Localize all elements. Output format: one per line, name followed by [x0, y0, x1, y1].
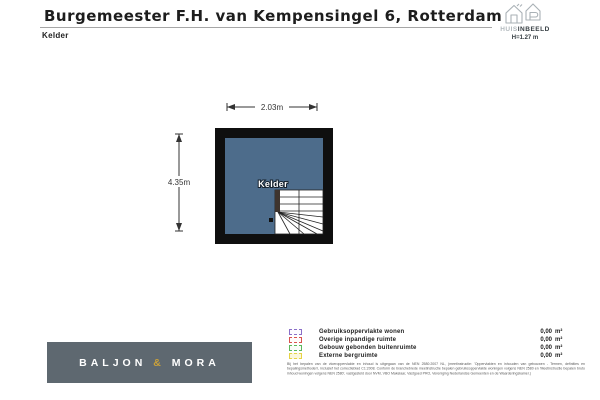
room-kelder-label: Kelder [258, 179, 288, 189]
stair-wall-stub [275, 190, 280, 212]
legend-swatch-buitenruimte [289, 345, 302, 351]
agency-word2: MORA [171, 356, 220, 369]
legend-value: 0,00 [540, 329, 552, 335]
surface-legend [289, 328, 569, 360]
legend-label: Overige inpandige ruimte [319, 337, 397, 343]
legend-row-buitenruimte [289, 344, 569, 352]
agency-logo [47, 342, 252, 383]
legend-swatch-overig [289, 337, 302, 343]
legend-unit: m² [555, 329, 563, 335]
legend-row-wonen [289, 328, 569, 336]
ceiling-height-label: H=1.27 m [511, 35, 539, 41]
legend-label: Externe bergruimte [319, 353, 378, 359]
dim-width-label: 2.03m [260, 103, 284, 112]
legend-unit: m² [555, 353, 563, 359]
legend-unit: m² [555, 337, 563, 343]
legend-value: 0,00 [540, 353, 552, 359]
legend-swatch-bergruimte [289, 353, 302, 359]
legend-row-overig [289, 336, 569, 344]
legend-unit: m² [555, 345, 563, 351]
brand-name-bold: INBEELD [517, 26, 550, 33]
page-title: Burgemeester F.H. van Kempensingel 6, Rotterdam [44, 7, 503, 25]
legend-row-bergruimte [289, 352, 569, 360]
legend-swatch-wonen [289, 329, 302, 335]
agency-ampersand: & [153, 356, 165, 369]
agency-word1: BALJON [79, 356, 147, 369]
legend-label: Gebruiksoppervlakte wonen [319, 329, 405, 335]
stair-newel-post [269, 218, 273, 222]
legend-value: 0,00 [540, 345, 552, 351]
floor-name-label: Kelder [42, 31, 69, 40]
staircase [269, 190, 323, 234]
legend-label: Gebouw gebonden buitenruimte [319, 345, 417, 351]
nen2580-disclaimer: Bij het bepalen van de vloeroppervlakte en inhoud is uitgegaan van de NEN 2580:2007 NL, (meetinstructie: 'Oppervlakten en inhouden van gebouwen - Termen, definities en bepalingsmethoden', inclusief het correctieblad C1:2008. Conform de branchebrede meetinstructie bepalen gebruiksoppervlakte woningen volgens NEN 2580 en 'Meetinstructie bepalen bruto inhoud woningen volgens NEN 2580', vastgesteld door NVM, VBO Makelaar, Vastgoed PRO, Vereniging Nederlandse Gemeenten en de Waarderingskamer.) [287, 362, 585, 376]
brand-name-light: HUIS [500, 26, 518, 33]
legend-value: 0,00 [540, 337, 552, 343]
dim-height-label: 4.35m [167, 178, 191, 187]
agency-logo-text [79, 357, 220, 369]
